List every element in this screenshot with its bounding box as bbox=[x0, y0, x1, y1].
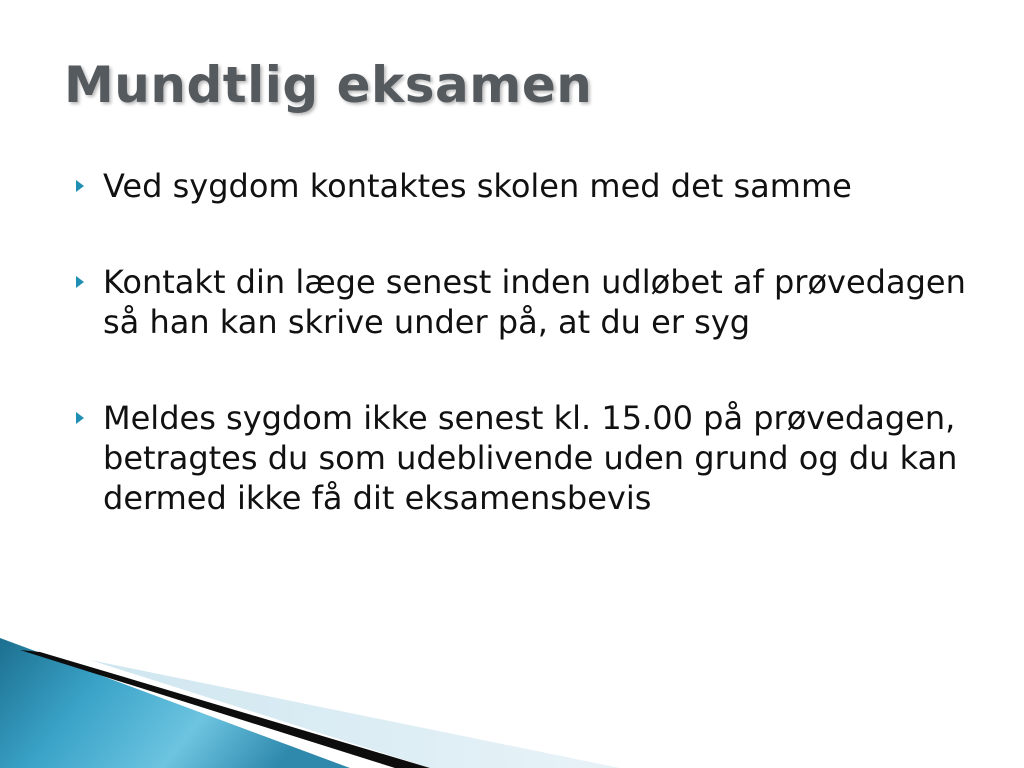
corner-decoration bbox=[0, 638, 620, 768]
bullet-text: Kontakt din læge senest inden udløbet af prøvedagen så han kan skrive under på, at du er syg bbox=[103, 263, 966, 341]
bullet-item bbox=[72, 398, 972, 518]
bullet-text: Meldes sygdom ikke senest kl. 15.00 på prøvedagen, betragtes du som udeblivende uden grund og du kan dermed ikke få dit eksamensbevis bbox=[103, 399, 958, 517]
bullet-item bbox=[72, 166, 972, 206]
bullet-item bbox=[72, 262, 972, 342]
bullet-list bbox=[72, 166, 972, 518]
triangle-right-icon bbox=[76, 276, 84, 288]
triangle-right-icon bbox=[76, 412, 84, 424]
bullet-text: Ved sygdom kontaktes skolen med det samme bbox=[103, 167, 852, 205]
slide-title: Mundtlig eksamen bbox=[64, 56, 593, 114]
triangle-right-icon bbox=[76, 180, 84, 192]
